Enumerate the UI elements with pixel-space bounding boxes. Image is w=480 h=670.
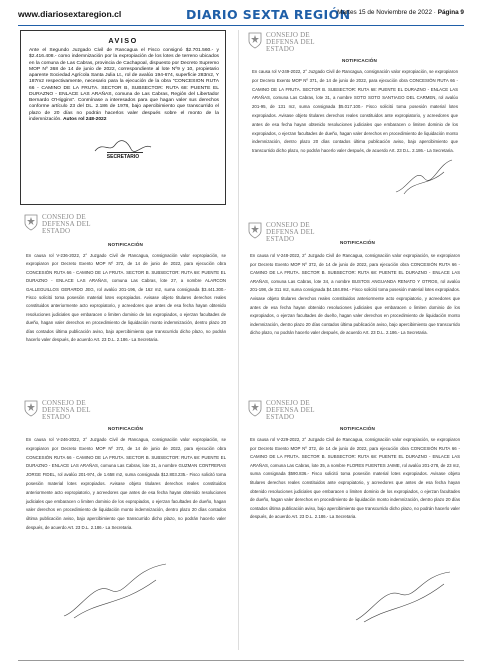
cde-line-2: DEFENSA DEL <box>266 406 315 414</box>
cde-line-1: CONSEJO DE <box>42 399 86 407</box>
shield-icon <box>248 32 262 49</box>
cde-header <box>266 400 315 421</box>
aviso-notice <box>20 30 226 205</box>
masthead <box>18 8 464 22</box>
cde-line-2: DEFENSA DEL <box>266 38 315 46</box>
cde-line-3: ESTADO <box>266 45 295 53</box>
notice-title: NOTIFICACIÓN <box>108 242 143 247</box>
aviso-text: Ante el Segundo Juzgado Civil de Rancagua el Fisco consignó $2.701.560.- y $2.416.408.- como indemnización por la expropiación de los lotes de terreno ubicados en la comuna de Las Cabras, provincia de Cachapoal, dispuesto por Decreto Supremo MOP Nº 368 de 14 de junio de 2022, correspondiente al lote Nº9 y 10, propietario aparente Sociedad Agrícola Santa Julia Lt., rol de avalúo 194-674, superficie 283m2, Y 187m2 respectivamente, necesario para la ejecución de la obra "CONCESION RUTA 66 - CAMINO DE LA FRUTA. SECTOR B, SUBSECTOR: RUTA 68: PUENTE EL DURAZNO - ENLACE LAS ARAÑAS, comuna de Las Cabras, Región del Libertador Bernardo O'Higgins". Conmínase a interesados para que hagan valer sus derechos conforme artículo 23 del DL. 2.186 de 1978, bajo apercibimiento que transcurrido el plazo de 20 días no podrán hacerlos valer después sobre el monto de la indemnización. <box>29 48 219 122</box>
aviso-rol: Autos rol 248-2022 <box>62 116 107 122</box>
aviso-body <box>29 48 219 123</box>
notice-body: En causa rol V-229-2022, 2° Juzgado Civil de Rancagua, consignación valor expropiación, se expropiaron por Decreto Exento MOP Nº 372, de 14 de junio de 2022, para ejecución obra CONCESIÓN RUTA 66 - CAMINO DE LA FRUTA. SECTOR B. SUBSECTOR: RUTA 68: PUENTE EL DURAZNO - ENLACE LAS ARAÑAS, comuna Las Cabras, lote 35, a nombre FLORES FUENTES JAIME, rol avalúo 201-278, de 23 m2, suma consignada $590.836.- Fisco solicitó toma posesión material lotes expropiados. Avisase objeto titulares derechos reales constituidos ante expropiatorio, y acreedores que antes de esa fecha hayan obtenido resoluciones judiciales que embaracen o limiten dominio de los expropiados, o ejerzan facultades de dueño, hagan valer derechos en procedimiento de liquidación monto indemnización, dentro plazo 20 días contados última publicación aviso, bajo apercibimiento que transcurrido dicho plazo, no podrán hacerlo valer después, de acuerdo Art. 23 D.L. 2.186.- La Secretaria. <box>250 437 460 520</box>
footer-rule <box>18 660 464 661</box>
notice-3 <box>244 222 466 402</box>
column-divider <box>238 30 239 650</box>
notice-5 <box>244 398 466 628</box>
cde-line-1: CONSEJO DE <box>266 221 310 229</box>
issue-date <box>337 9 464 16</box>
cde-line-2: DEFENSA DEL <box>42 220 91 228</box>
cde-line-1: CONSEJO DE <box>266 31 310 39</box>
cde-header <box>42 400 91 421</box>
cde-line-1: CONSEJO DE <box>266 399 310 407</box>
notice-title: NOTIFICACIÓN <box>108 426 143 431</box>
cde-line-2: DEFENSA DEL <box>42 406 91 414</box>
page-number: Página 9 <box>437 9 464 16</box>
notice-body: En causa rol V-236-2022, 2° Juzgado Civil de Rancagua, consignación valor expropiación, se expropiaron por Decreto Exento MOP Nº 372, de 14 de junio de 2022, para ejecución obra CONCESIÓN RUTA 66 - CAMINO DE LA FRUTA. SECTOR B. SUBSECTOR: RUTA 68: PUENTE EL DURAZNO - ENLACE LAS ARAÑAS, comuna Las Cabras, lote 27, a nombre ALARCON GALLEGUILLOS GERARDO JEG, rol avalúo 201-196, de 162 m2, suma consignada $3.441.300.- Fisco solicitó toma posesión material lotes expropiados. Avisase objeto titulares derechos reales constituidos anteriormente acto expropiatorio, y acreedores que antes de esa fecha hayan obtenido resoluciones judiciales que embaracen o limiten dominio de los expropiados, o ejerzan facultades de dueño, hagan valer derechos en procedimiento de liquidación monto indemnización, dentro plazo 20 días contados última publicación aviso, bajo apercibimiento que transcurrido dicho plazo, no podrán hacerlo valer después, de acuerdo Art. 23 D.L. 2.186.- La Secretaria. <box>26 253 226 343</box>
cde-header <box>266 32 315 53</box>
signature-mark <box>354 568 454 624</box>
shield-icon <box>248 222 262 239</box>
shield-icon <box>248 400 262 417</box>
aviso-title: AVISO <box>108 36 138 45</box>
notice-title: NOTIFICACIÓN <box>340 426 375 431</box>
notice-body: En causa rol V-248-2022, 2° Juzgado Civil de Rancagua, consignación valor expropiación, se expropiaron por Decreto Exento MOP Nº 372, de 14 de junio de 2022, para ejecución obra CONCESIÓN RUTA 66 - CAMINO DE LA FRUTA. SECTOR B. SUBSECTOR: RUTA 68: PUENTE EL DURAZNO - ENLACE LAS ARAÑAS, comuna Las Cabras, lote 34, a nombre BUSTOS ANGUANDA RENATO Y OTROS, rol avalúo 201-198, de 311 m2, suma consignada $4.184.894.- Fisco solicitó toma posesión material lotes expropiados. Avisase objeto titulares derechos reales constituidos anteriormente acto expropiatorio, y acreedores que antes de esa fecha hayan obtenido resoluciones judiciales que embaracen o limiten dominio de los expropiados, o ejerzan facultades de dueño, hagan valer derechos en procedimiento de liquidación monto indemnización, dentro plazo 20 días contados última publicación aviso, bajo apercibimiento que transcurrido dicho plazo, no podrán hacerlo valer después, de acuerdo Art. 23 D.L. 2.186.- La Secretaria. <box>250 253 460 336</box>
notice-2 <box>20 212 232 382</box>
signature-mark <box>394 158 454 198</box>
notice-title: NOTIFICACIÓN <box>342 58 377 63</box>
signature-mark <box>60 560 170 620</box>
site-url[interactable]: www.diariosextaregion.cl <box>18 9 122 19</box>
cde-header <box>266 222 315 243</box>
signature-line <box>107 152 143 153</box>
date-text: Martes 15 de Noviembre de 2022 · <box>337 9 438 16</box>
notice-body: En causa rol V-246-2022, 2° Juzgado Civil de Rancagua, consignación valor expropiación, se expropiaron por Decreto Exento MOP Nº 372, de 14 de junio de 2022, para ejecución obra CONCESIÓN RUTA 66 - CAMINO DE LA FRUTA. SECTOR B. SUBSECTOR: RUTA 68: PUENTE EL DURAZNO - ENLACE LAS ARAÑAS, comuna Las Cabras, lote 31, a nombre GUZMAN CONTRERAS JORGE FIDEL, rol avalúo 201-974, de 1.658 m2, suma consignada $12.803.235.- Fisco solicitó toma posesión material lotes expropiados. Avisase objeto titulares derechos reales constituidos anteriormente acto expropiatorio, y acreedores que antes de esa fecha hayan obtenido resoluciones judiciales que embaracen o limiten dominio de los expropiados, o ejerzan facultades de dueño, hagan valer derechos en procedimiento de liquidación monto indemnización, dentro plazo 20 días contados última publicación aviso, bajo apercibimiento que transcurrido dicho plazo, no podrán hacerlo valer después, de acuerdo Art. 23 D.L. 2.186.- La Secretaria. <box>26 437 226 530</box>
cde-line-3: ESTADO <box>266 235 295 243</box>
shield-icon <box>24 400 38 417</box>
aviso-secretary: SECRETARIO <box>106 154 140 160</box>
cde-line-3: ESTADO <box>266 413 295 421</box>
notice-body: En causa rol V-249-2022, 2° Juzgado Civil de Rancagua, consignación valor expropiación, se expropiaron por Decreto Exento MOP Nº 371, de 14 de junio de 2022, para ejecución obra CONCESIÓN RUTA 66 - CAMINO DE LA FRUTA. SECTOR B. SUBSECTOR: RUTA 68: PUENTE EL DURAZNO - ENLACE LAS ARAÑAS, comuna Las Cabras, lote 31, a nombre SOTO SOTO SANTIAGO DEL CARMEN, rol avalúo 201-95, de 131 m2, suma consignada $5.017.100.- Fisco solicitó toma posesión material lotes expropiados. Avisase objeto titulares derechos reales constituidos ante expropiatorio, y acreedores que antes de esa fecha hayan obtenido resoluciones judiciales que embaracen o limiten dominio de los expropiados, o ejerzan facultades de dueño, hagan valer derechos en procedimiento de liquidación monto indemnización, dentro plazo 20 días contados última publicación aviso, bajo apercibimiento que transcurrido dicho plazo, no podrán hacerlo valer después, de acuerdo Art. 23 D.L. 2.186.- La Secretaria. <box>252 69 458 154</box>
cde-line-1: CONSEJO DE <box>42 213 86 221</box>
cde-header <box>42 214 91 235</box>
masthead-rule <box>18 25 464 26</box>
shield-icon <box>24 214 38 231</box>
cde-line-3: ESTADO <box>42 227 71 235</box>
newspaper-title: DIARIO SEXTA REGIÓN <box>186 7 351 22</box>
cde-line-3: ESTADO <box>42 413 71 421</box>
notice-1 <box>244 30 466 205</box>
notice-title: NOTIFICACIÓN <box>340 240 375 245</box>
cde-line-2: DEFENSA DEL <box>266 228 315 236</box>
notice-4 <box>20 398 232 628</box>
